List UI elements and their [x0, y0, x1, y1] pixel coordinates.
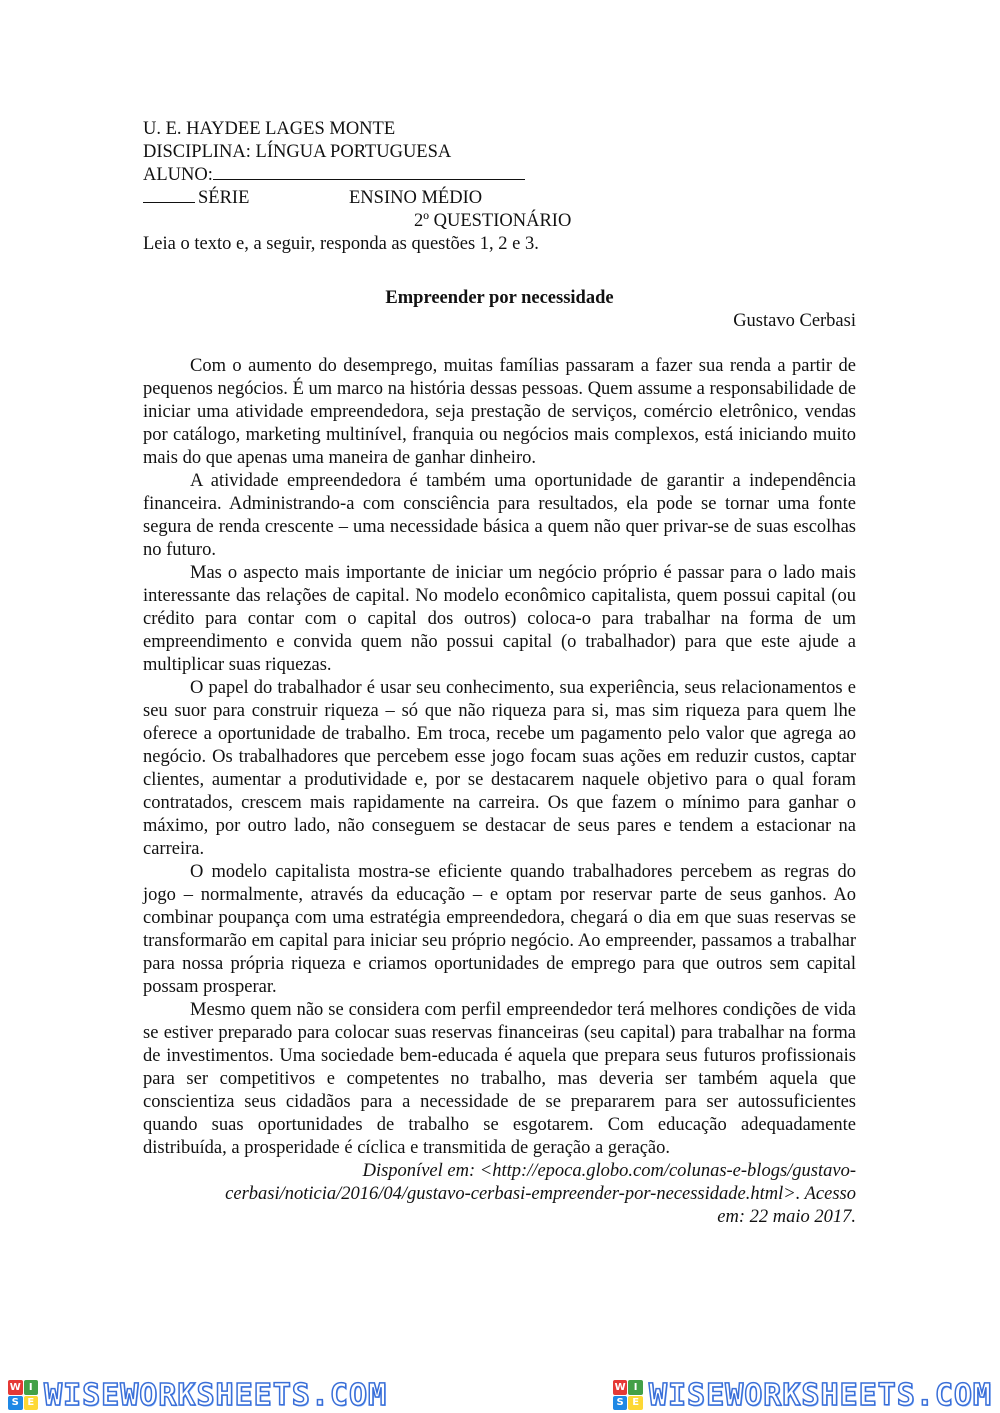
- brand-block: [8, 1378, 387, 1413]
- paragraph: Mas o aspecto mais importante de iniciar um negócio próprio é passar para o lado mais interessante das relações de capital. No modelo econômico capitalista, quem possui capital (ou crédito para contar com o capital dos outros) coloca-o para trabalhar na forma de um empreendimento e convida quem não possui capital (o trabalhador) para que este ajude a multiplicar suas riquezas.: [143, 563, 856, 675]
- watermark-footer: [0, 1377, 1000, 1413]
- brand-block: [613, 1378, 992, 1413]
- student-label: ALUNO:: [143, 165, 213, 185]
- source-citation: [143, 1160, 856, 1229]
- instruction: Leia o texto e, a seguir, responda as questões 1, 2 e 3.: [143, 234, 539, 254]
- worksheet-page: [143, 118, 856, 1229]
- logo-letter: S: [613, 1396, 628, 1411]
- series-row: [143, 187, 856, 233]
- paragraph: Mesmo quem não se considera com perfil empreendedor terá melhores condições de vida se estiver preparado para colocar suas reservas financeiras (seu capital) para trabalhar na forma de investimentos. Uma sociedade bem-educada é aquela que prepara seus futuros profissionais para ser competitivos e competentes no trabalho, mas deveria ser também aquela que conscientiza seus cidadãos para a necessidade de se prepararem para ser autossuficientes quando suas oportunidades de trabalho se esgotarem. Com educação adequadamente distribuída, a prosperidade é cíclica e transmitida de geração a geração.: [143, 1000, 856, 1158]
- logo-letter: W: [614, 1381, 626, 1393]
- discipline: DISCIPLINA: LÍNGUA PORTUGUESA: [143, 142, 452, 162]
- logo-letter: E: [24, 1396, 39, 1411]
- student-name-blank[interactable]: [213, 164, 525, 180]
- source-line: em: 22 maio 2017.: [717, 1207, 856, 1227]
- brand-text: WISEWORKSHEETS.COM: [44, 1377, 388, 1413]
- logo-letter: I: [628, 1380, 643, 1395]
- student-line: [143, 164, 856, 187]
- logo-letter: I: [24, 1380, 39, 1395]
- paragraph: O papel do trabalhador é usar seu conhecimento, sua experiência, seus relacionamentos e seu suor para construir riqueza – só que não riqueza para si, mas sim riqueza para quem lhe oferece a oportunidade de trabalho. Em troca, recebe um pagamento pelo valor que agrega ao negócio. Os trabalhadores que percebem esse jogo focam suas ações em reduzir custos, captar clientes, aumentar a produtividade e, por se destacarem naquele objetivo para o qual foram contratados, crescem mais rapidamente na carreira. Os que fazem o mínimo para ganhar o máximo, por outro lado, não conseguem se destacar de seus pares e tendem a estacionar na carreira.: [143, 678, 856, 859]
- school-name: U. E. HAYDEE LAGES MONTE: [143, 119, 396, 139]
- series-blank[interactable]: [143, 187, 195, 203]
- logo-letter: S: [8, 1396, 23, 1411]
- logo-letter: E: [628, 1396, 643, 1411]
- paragraph: O modelo capitalista mostra-se eficiente quando trabalhadores percebem as regras do jogo – normalmente, através da educação – e optam por reservar parte de seus ganhos. Ao combinar poupança com uma estratégia empreendedora, chegará o dia em que suas reservas se transformarão em capital para iniciar seu próprio negócio. Ao empreender, passamos a trabalhar para nossa própria riqueza e criamos oportunidades de emprego para que outros sem capital possam prosperar.: [143, 862, 856, 997]
- source-line: cerbasi/noticia/2016/04/gustavo-cerbasi-empreender-por-necessidade.html>. Acesso: [225, 1184, 856, 1204]
- questionnaire-label: 2º QUESTIONÁRIO: [414, 211, 572, 231]
- series-label: SÉRIE: [198, 188, 250, 208]
- brand-logo-icon: [613, 1380, 643, 1410]
- article-author: Gustavo Cerbasi: [733, 311, 856, 331]
- paragraph: A atividade empreendedora é também uma oportunidade de garantir a independência financeira. Administrando-a com consciência para resultados, ela pode se tornar uma fonte segura de renda crescente – uma necessidade básica a quem não quer privar-se de suas escolhas no futuro.: [143, 471, 856, 560]
- article-body: [143, 355, 856, 1160]
- source-line: Disponível em: <http://epoca.globo.com/colunas-e-blogs/gustavo-: [362, 1161, 856, 1181]
- brand-text: WISEWORKSHEETS.COM: [648, 1377, 992, 1413]
- paragraph: Com o aumento do desemprego, muitas famílias passaram a fazer sua renda a partir de pequenos negócios. É um marco na história dessas pessoas. Quem assume a responsabilidade de iniciar uma atividade empreendedora, seja prestação de serviços, comércio eletrônico, vendas por catálogo, marketing multinível, franquia ou negócios mais complexos, está iniciando muito mais do que apenas uma maneira de ganhar dinheiro.: [143, 356, 856, 468]
- logo-letter: W: [9, 1381, 21, 1393]
- brand-logo-icon: [8, 1380, 38, 1410]
- education-level: ENSINO MÉDIO: [349, 188, 483, 208]
- article-title: Empreender por necessidade: [385, 288, 614, 308]
